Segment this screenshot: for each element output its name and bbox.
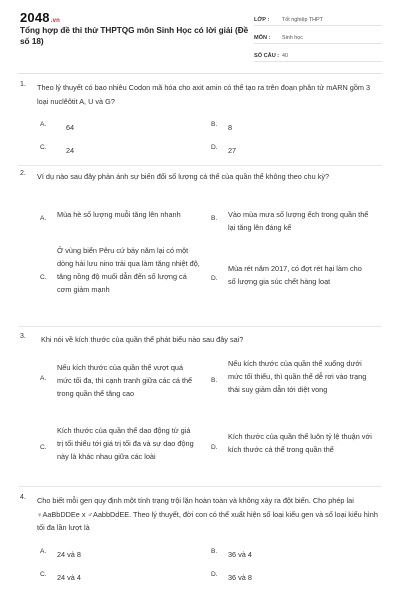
option-text: 8 [228,123,233,132]
header-divider [18,73,382,74]
option-a[interactable] [40,361,205,401]
site-logo[interactable] [20,10,60,25]
info-value: 40 [282,52,288,59]
option-letter: A. [40,215,47,222]
option-text: Nếu kích thước của quần thể xuống dưới mức tối thiểu, thì quần thể dễ rơi vào trạng thái suy giảm dẫn tới diệt vong [228,359,367,394]
option-text: 36 và 8 [228,573,252,582]
info-row-class [254,14,382,26]
option-c[interactable] [40,424,205,478]
option-letter: B. [211,377,218,384]
info-key: MÔN : [254,34,271,41]
option-letter: A. [40,548,47,555]
question-number: 4. [20,494,26,501]
option-letter: B. [211,548,218,555]
option-text: Ở vùng biển Pêru cứ bảy năm lại có một dòng hải lưu nino trải qua làm tăng nhiệt độ, tăng nồng độ muối dẫn đến số lượng cá cơm giảm mạnh [57,246,200,294]
question-divider [18,326,382,327]
option-c[interactable] [40,244,205,310]
option-letter: C. [40,571,47,578]
question-stem: Khi nói về kích thước của quần thể phát biểu nào sau đây sai? [41,335,244,344]
exam-info [254,14,382,68]
info-value: Sinh học [282,34,303,41]
logo-suffix: .vn [50,18,61,24]
option-text: 24 [66,146,75,155]
question-stem: Ví dụ nào sau đây phản ánh sự biến đổi số lượng cá thể của quần thể không theo chu kỳ? [37,172,330,181]
option-letter: B. [211,215,218,222]
option-a[interactable] [40,548,200,561]
option-d[interactable] [211,144,371,157]
question-stem: Cho biết mỗi gen quy định một tính trạng trội lặn hoàn toàn và không xảy ra đột biến. Cho phép lai ♀AaBbDDEe x ♂AabbDdEE. Theo lý thuyết, đời con có thể xuất hiện số loại kiểu gen và số loại kiểu hình tối đa lần lượt là [37,496,378,532]
question-number: 2. [20,170,26,177]
option-c[interactable] [40,144,200,157]
option-text: Vào mùa mưa số lượng ếch trong quần thể lại tăng lên đáng kể [228,210,369,232]
option-letter: D. [211,275,218,282]
option-text: Nếu kích thước của quần thể vượt quá mức tối đa, thì cạnh tranh giữa các cá thể trong quần thể tăng cao [57,363,193,398]
option-letter: B. [211,121,218,128]
info-key: LỚP : [254,16,270,23]
logo-text: 2048 [20,10,50,25]
option-letter: C. [40,144,47,151]
question-2 [20,170,382,184]
document-title: Tổng hợp đề thi thử THPTQG môn Sinh Học có lời giải (Đề số 18) [20,26,249,46]
option-b[interactable] [211,121,371,134]
option-text: 64 [66,123,75,132]
option-letter: D. [211,571,218,578]
option-letter: A. [40,121,47,128]
option-b[interactable] [211,357,376,411]
question-3 [20,333,382,347]
option-letter: A. [40,375,47,382]
option-c[interactable] [40,571,200,584]
question-divider [18,486,382,487]
option-d[interactable] [211,571,371,584]
option-d[interactable] [211,262,376,302]
question-stem: Theo lý thuyết có bao nhiêu Codon mã hóa cho axit amin có thể tạo ra trên đoạn phân tử mARN gồm 3 loại nuclêôtit A, U và G? [37,83,371,106]
option-letter: D. [211,144,218,151]
option-text: 24 và 8 [57,550,81,559]
option-d[interactable] [211,430,376,470]
option-text: Mùa rét năm 2017, có đợt rét hại làm cho số lượng gia súc chết hàng loạt [228,264,362,286]
option-b[interactable] [211,548,371,561]
option-text: Kích thước của quần thể dao động từ giá trị tối thiểu tới giá trị tối đa và sự dao động này là khác nhau giữa các loài [57,426,194,461]
question-divider [18,165,382,166]
option-text: 24 và 4 [57,573,81,582]
question-number: 1. [20,81,26,88]
option-text: Kích thước của quần thể luôn tỷ lệ thuận với kích thước cá thể trong quần thể [228,432,372,454]
option-letter: C. [40,444,47,451]
option-text: 27 [228,146,237,155]
option-text: Mùa hè số lượng muỗi tăng lên nhanh [57,210,181,219]
info-row-subject [254,32,382,44]
question-1 [20,81,382,108]
info-key: SỐ CÂU : [254,52,280,59]
info-value: Tốt nghiệp THPT [282,16,323,23]
option-a[interactable] [40,121,200,134]
question-number: 3. [20,333,26,340]
option-letter: C. [40,274,47,281]
info-row-count [254,50,382,62]
option-letter: D. [211,444,218,451]
option-a[interactable] [40,208,205,236]
question-4 [20,494,382,535]
option-b[interactable] [211,208,376,236]
option-text: 36 và 4 [228,550,252,559]
